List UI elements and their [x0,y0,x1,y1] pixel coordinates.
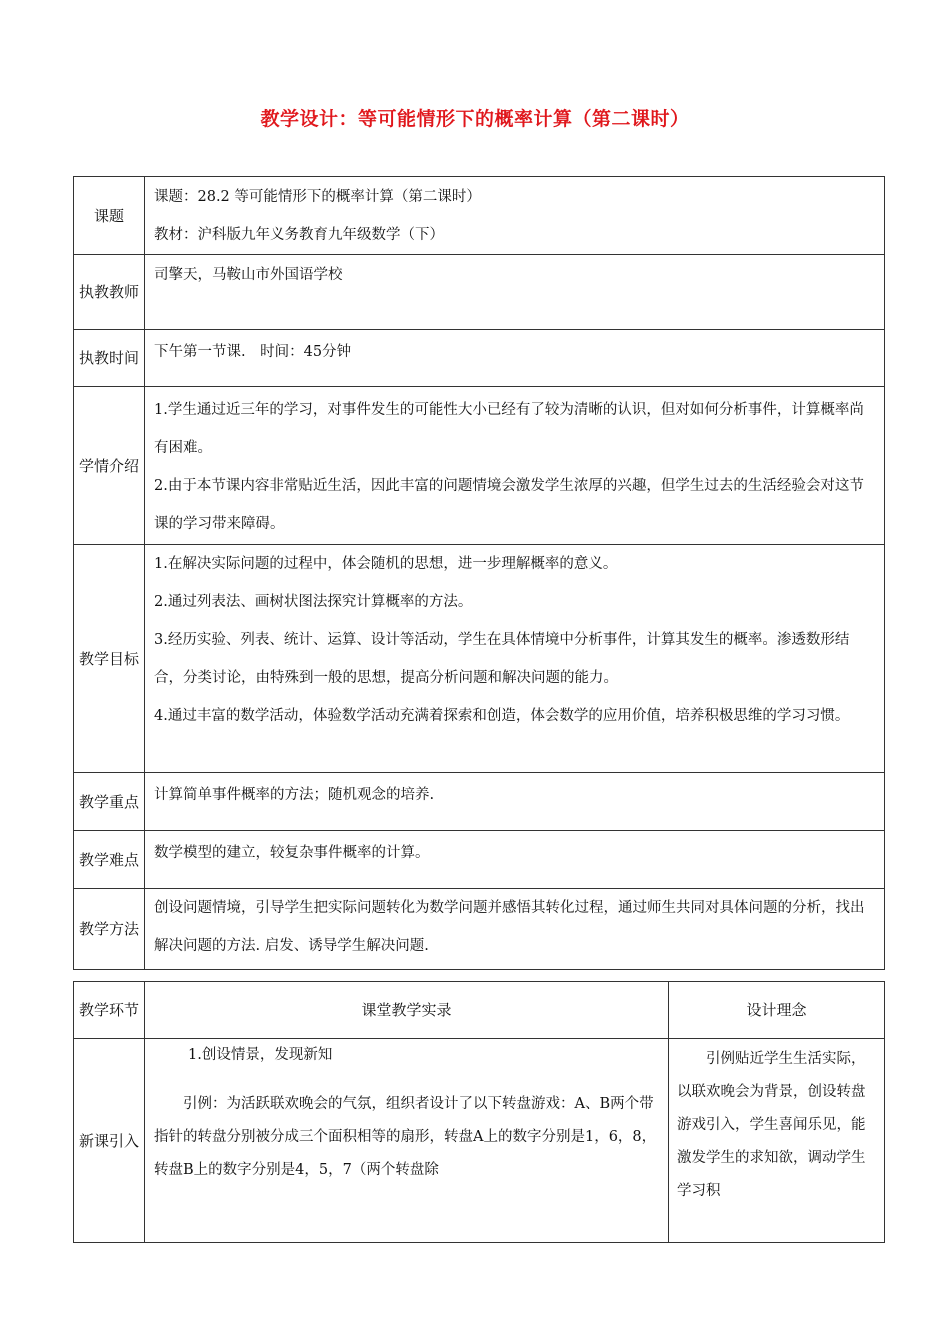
row-label: 学情介绍 [74,387,145,545]
concept-text: 引例贴近学生生活实际，以联欢晚会为背景，创设转盘游戏引入，学生喜闻乐见，能激发学生的求知欲，调动学生学习积 [669,1039,885,1243]
objective-3: 3.经历实验、列表、统计、运算、设计等活动，学生在具体情境中分析事件，计算其发生的概率。渗透数形结合，分类讨论，由特殊到一般的思想，提高分析问题和解决问题的能力。 [154,632,850,686]
objective-1: 1.在解决实际问题的过程中，体会随机的思想，进一步理解概率的意义。 [154,556,618,572]
row-label: 教学重点 [74,773,145,831]
info-row-time [74,330,885,387]
row-label: 执教教师 [74,255,145,330]
info-row-objectives [74,545,885,773]
info-row-key-points [74,773,885,831]
time-line: 下午第一节课. 时间：45分钟 [154,344,352,360]
row-label: 教学目标 [74,545,145,773]
row-label: 执教时间 [74,330,145,387]
topic-line: 课题：28.2 等可能情形下的概率计算（第二课时） [154,189,481,205]
info-row-difficulties [74,831,885,889]
key-points-line: 计算简单事件概率的方法；随机观念的培养. [154,787,435,803]
process-header-row [74,982,885,1039]
students-line-2: 2.由于本节课内容非常贴近生活，因此丰富的问题情境会激发学生浓厚的兴趣，但学生过去的生活经验会对这节课的学习带来障碍。 [154,478,864,532]
header-stage: 教学环节 [74,982,145,1039]
info-row-topic [74,177,885,255]
students-line-1: 1.学生通过近三年的学习，对事件发生的可能性大小已经有了较为清晰的认识，但对如何分析事件，计算概率尚有困难。 [154,402,864,456]
info-row-methods [74,889,885,970]
process-row-intro [74,1039,885,1243]
info-row-teacher [74,255,885,330]
objective-2: 2.通过列表法、画树状图法探究计算概率的方法。 [154,594,473,610]
row-label: 教学方法 [74,889,145,970]
record-paragraph: 引例：为活跃联欢晚会的气氛，组织者设计了以下转盘游戏：A、B两个带指针的转盘分别被分成三个面积相等的扇形，转盘A上的数字分别是1，6，8，转盘B上的数字分别是4，5，7（两个转盘除 [154,1096,657,1178]
document-title: 教学设计：等可能情形下的概率计算（第二课时） [260,108,690,130]
stage-label: 新课引入 [74,1039,145,1243]
teaching-process-table [73,981,885,1243]
row-label: 教学难点 [74,831,145,889]
header-record: 课堂教学实录 [145,982,669,1039]
teacher-line: 司擎天，马鞍山市外国语学校 [154,267,343,283]
record-heading: 1.创设情景，发现新知 [188,1047,333,1063]
textbook-line: 教材：沪科版九年义务教育九年级数学（下） [154,227,444,243]
difficulties-line: 数学模型的建立，较复杂事件概率的计算。 [154,845,430,861]
lesson-info-table [73,176,885,970]
objective-4: 4.通过丰富的数学活动，体验数学活动充满着探索和创造，体会数学的应用价值，培养积极思维的学习习惯。 [154,708,850,724]
row-label: 课题 [74,177,145,255]
header-concept: 设计理念 [669,982,885,1039]
methods-line: 创设问题情境，引导学生把实际问题转化为数学问题并感悟其转化过程，通过师生共同对具体问题的分析，找出解决问题的方法. 启发、诱导学生解决问题. [154,900,865,954]
info-row-students [74,387,885,545]
